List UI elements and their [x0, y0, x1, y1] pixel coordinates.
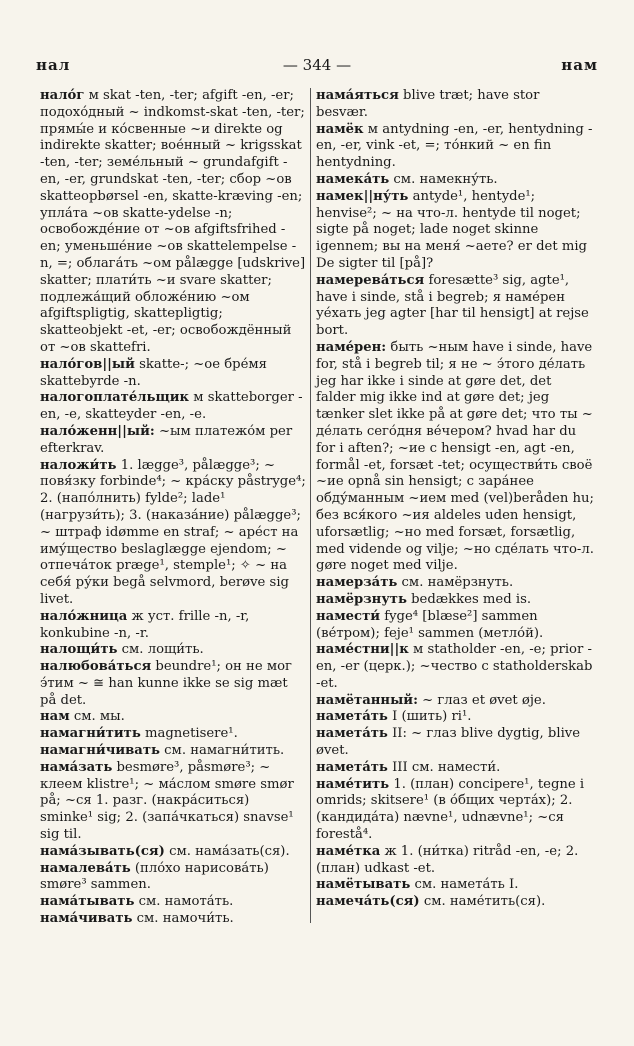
dictionary-entry — [40, 659, 306, 709]
dictionary-entry — [316, 877, 594, 894]
dictionary-entry — [40, 894, 306, 911]
entry-headword: намек||ну́ть — [316, 188, 409, 204]
dictionary-entry — [316, 894, 594, 911]
entry-definition: skatte-; ~ое бре́мя skattebyrde -n. — [40, 356, 267, 389]
entry-definition: см. намёрзнуть. — [397, 575, 514, 591]
dictionary-entry — [316, 777, 594, 844]
entry-headword: намагни́чивать — [40, 743, 160, 759]
dictionary-entry — [316, 122, 594, 172]
entry-headword: намета́ть — [316, 759, 388, 775]
entry-headword: нама́зывать(ся) — [40, 843, 165, 859]
dictionary-entry — [316, 709, 594, 726]
entry-definition: см. намота́ть. — [134, 894, 234, 910]
entry-headword: намести́ — [316, 608, 381, 624]
dictionary-entry — [316, 642, 594, 692]
dictionary-entry — [316, 575, 594, 592]
entry-definition: beundre¹; он не мог э́тим ~ ≅ han kunne ikke se sig mæt på det. — [40, 659, 292, 708]
dictionary-entry — [40, 390, 306, 424]
entry-headword: нам — [40, 709, 70, 725]
dictionary-entry — [316, 844, 594, 878]
dictionary-entry — [40, 743, 306, 760]
entry-headword: намёк — [316, 121, 364, 137]
entry-headword: нама́зать — [40, 759, 113, 775]
entry-headword: наме́тить — [316, 776, 390, 792]
dictionary-entry — [316, 609, 594, 643]
entry-definition: 1. (план) concipere¹, tegne i omrids; skitsere¹ (в о́бщих черта́х); 2. (кандида́та) nævne¹, udnævne¹; ~ся forestå⁴. — [316, 776, 585, 843]
entry-definition: II: ~ глаз blive dygtig, blive øvet. — [316, 726, 581, 759]
column-divider — [310, 88, 311, 923]
dictionary-entry — [40, 844, 306, 861]
entry-headword: намерза́ть — [316, 575, 398, 591]
entry-headword: намётывать — [316, 877, 411, 893]
dictionary-entry — [316, 273, 594, 340]
dictionary-entry — [40, 357, 306, 391]
dictionary-entry — [40, 458, 306, 609]
entry-definition: foresætte³ sig, agte¹, have i sinde, stå i begreb; я наме́рен уе́хать jeg agter [har til hensigt] at rejse bort. — [316, 272, 589, 339]
entry-definition: antyde¹, hentyde¹; henvise²; ~ на что-л. hentyde til noget; sigte på noget; lade noget skinne igennem; вы на меня́ ~аете? er det mig De sigter til [på]? — [316, 188, 587, 271]
entry-definition: fyge⁴ [blæse²] sammen (ве́тром); feje¹ sammen (метло́й). — [316, 608, 544, 641]
entry-definition: м skat -ten, -ter; afgift -en, -er; подохо́дный ~ indkomst-skat -ten, -ter; прямы́е и ко́свенные ~и direkte og indirekte skatter; вое́нный ~ krigsskat -ten, -ter; земе́льный ~ grundafgift -en, -er, grundskat -ten, -ter; сбор ~ов skatteopbørsel -en, skatte-kræving -en; упла́та ~ов skatte-ydelse -n; освобожде́ние от ~ов afgiftsfrihed -en; уменьше́ние ~ов skattelempelse -n, =; облага́ть ~ом pålægge [udskrive] skatter; плати́ть ~и svare skatter; подлежа́щий обложе́нию ~ом afgiftspligtig, skattepligtig; skatteobjekt -et, -er; освобождённый от ~ов skattefri. — [40, 88, 306, 355]
entry-definition: besmøre³, påsmøre³; ~ клеем klistre¹; ~ ма́слом smøre smør på; ~ся 1. разг. (накра́ситься) sminke¹ sig; 2. (запа́чкаться) snavse¹ sig til. — [40, 759, 294, 843]
entry-definition: bedækkes med is. — [406, 591, 532, 607]
entry-headword: наме́стни||к — [316, 642, 409, 658]
entry-definition: (пло́хо нарисова́ть) smøre³ sammen. — [40, 860, 269, 893]
dictionary-entry — [316, 88, 594, 122]
entry-headword: налощи́ть — [40, 642, 118, 658]
dictionary-entry — [316, 172, 594, 189]
entry-headword: намётанный: — [316, 692, 418, 708]
entry-headword: намета́ть — [316, 726, 388, 742]
entry-headword: налогоплате́льщик — [40, 390, 190, 406]
entry-definition: ~ым платежо́м per efterkrav. — [40, 423, 293, 456]
dictionary-entry — [40, 642, 306, 659]
dictionary-entry — [40, 609, 306, 643]
entry-definition: м skatteborger -en, -e, skatteyder -en, -e. — [40, 390, 303, 423]
entry-headword: наме́рен: — [316, 339, 387, 355]
entry-definition: см. намочи́ть. — [132, 911, 234, 927]
entry-definition: м statholder -en, -e; prior -en, -er (церк.); ~чество с statholderskab -et. — [316, 642, 593, 691]
entry-definition: I (шить) ri¹. — [387, 709, 472, 725]
entry-headword: намёрзнуть — [316, 591, 407, 607]
entry-headword: налюбова́ться — [40, 659, 152, 675]
entry-headword: наме́тка — [316, 843, 381, 859]
entry-headword: нало́жница — [40, 608, 128, 624]
entry-definition: ~ глаз et øvet øje. — [417, 692, 546, 708]
entry-headword: намета́ть — [316, 709, 388, 725]
entry-headword: намерева́ться — [316, 272, 425, 288]
entry-headword: нало́женн||ый: — [40, 423, 155, 439]
entry-definition: blive træt; have stor besvær. — [316, 88, 540, 120]
header-right-guide-word: нам — [561, 56, 598, 74]
entry-headword: намека́ть — [316, 171, 390, 187]
entry-definition: 1. lægge³, pålægge³; ~ повя́зку forbinde⁴; ~ кра́ску påstryge⁴; 2. (напо́лнить) fylde²; lade¹ (нагрузи́ть); 3. (наказа́ние) pålægge³; ~ штраф idømme en straf; ~ аре́ст на иму́щество beslaglægge ejendom; ~ отпеча́ток præge¹, stemple¹; ✧ ~ на себя́ ру́ки begå selvmord, berøve sig livet. — [40, 457, 306, 607]
page-header — [36, 56, 598, 80]
right-column — [316, 88, 594, 911]
entry-definition: см. нама́зать(ся). — [164, 843, 290, 859]
dictionary-entry — [40, 424, 306, 458]
dictionary-entry — [40, 911, 306, 928]
page-number: — 344 — — [282, 56, 352, 74]
entry-definition: см. намекну́ть. — [389, 171, 498, 187]
entry-definition: magnetisere¹. — [140, 726, 238, 742]
dictionary-entry — [40, 760, 306, 844]
entry-definition: ж уст. frille -n, -r, konkubine -n, -r. — [40, 608, 250, 641]
dictionary-entry — [316, 693, 594, 710]
dictionary-entry — [40, 861, 306, 895]
entry-headword: нама́чивать — [40, 911, 133, 927]
entry-headword: намагни́тить — [40, 726, 141, 742]
entry-headword: нама́яться — [316, 88, 399, 103]
entry-definition: см. мы. — [69, 709, 125, 725]
entry-definition: см. намета́ть I. — [410, 877, 519, 893]
dictionary-entry — [40, 709, 306, 726]
entry-definition: см. наме́тить(ся). — [419, 894, 546, 910]
entry-definition: см. лощи́ть. — [117, 642, 204, 658]
dictionary-entry — [316, 340, 594, 575]
dictionary-entry — [316, 760, 594, 777]
entry-headword: нало́г — [40, 88, 85, 103]
entry-definition: III см. намести́. — [387, 759, 501, 775]
left-column — [40, 88, 306, 928]
entry-headword: намеча́ть(ся) — [316, 894, 420, 910]
entry-headword: нама́тывать — [40, 894, 135, 910]
entry-definition: быть ~ным have i sinde, have for, stå i begreb til; я не ~ э́того де́лать jeg har ikke i sinde at gøre det, det falder mig ikke ind at gøre det; jeg tænker slet ikke på at gøre det; что ты ~ де́лать сего́дня ве́чером? hvad har du for i aften?; ~ие с hensigt -en, agt -en, formål -et, forsæt -tet; осуществи́ть своё ~ие opnå sin hensigt; с зара́нее обду́манным ~ием med (vel)beråden hu; без вся́кого ~ия aldeles uden hensigt, uforsætlig; ~но med forsæt, forsætlig, med vidende og vilje; ~но сде́лать что-л. gøre noget med vilje. — [316, 339, 594, 574]
entry-definition: см. намагни́тить. — [159, 743, 285, 759]
dictionary-entry — [316, 726, 594, 760]
entry-definition: м antydning -en, -er, hentydning -en, -er, vink -et, =; то́нкий ~ en fin hentydning. — [316, 121, 593, 171]
dictionary-entry — [40, 726, 306, 743]
entry-definition: ж 1. (ни́тка) ritråd -en, -e; 2. (план) udkast -et. — [316, 843, 579, 876]
entry-headword: нало́гов||ый — [40, 356, 135, 372]
dictionary-entry — [316, 592, 594, 609]
dictionary-entry — [316, 189, 594, 273]
header-left-guide-word: нал — [36, 56, 71, 74]
dictionary-entry — [40, 88, 306, 357]
entry-headword: наложи́ть — [40, 457, 117, 473]
entry-headword: намалева́ть — [40, 860, 131, 876]
